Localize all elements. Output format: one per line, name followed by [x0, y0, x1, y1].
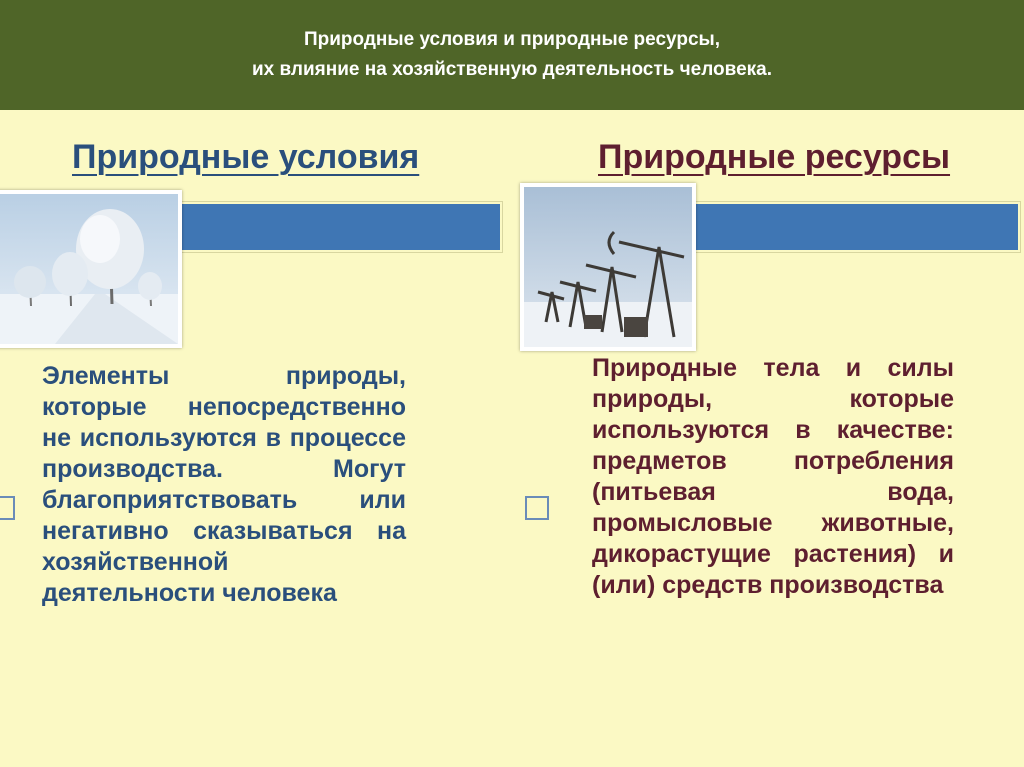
left-bullet-box	[0, 496, 15, 520]
slide-header	[0, 0, 1024, 110]
header-title-line-2: их влияние на хозяйственную деятельность человека.	[251, 59, 773, 80]
winter-landscape-photo	[0, 190, 182, 348]
right-accent-bar	[688, 204, 1018, 250]
natural-resources-definition: Природные тела и силы природы, которые используются в качестве: предметов потребления (питьевая вода, промысловые животные, дикорастущие растения) и (или) средств производства	[592, 354, 954, 599]
natural-conditions-heading: Природные условия	[72, 138, 420, 176]
natural-conditions-definition: Элементы природы, которые непосредственно не используются в процессе производства. Могут благоприятствовать или негативно сказываться на хозяйственной деятельности человека	[42, 362, 406, 607]
natural-resources-heading: Природные ресурсы	[598, 138, 951, 176]
header-title-line-1: Природные условия и природные ресурсы,	[303, 29, 721, 50]
left-accent-bar	[170, 204, 500, 250]
oil-pumps-photo	[520, 183, 696, 351]
right-bullet-box	[525, 496, 549, 520]
